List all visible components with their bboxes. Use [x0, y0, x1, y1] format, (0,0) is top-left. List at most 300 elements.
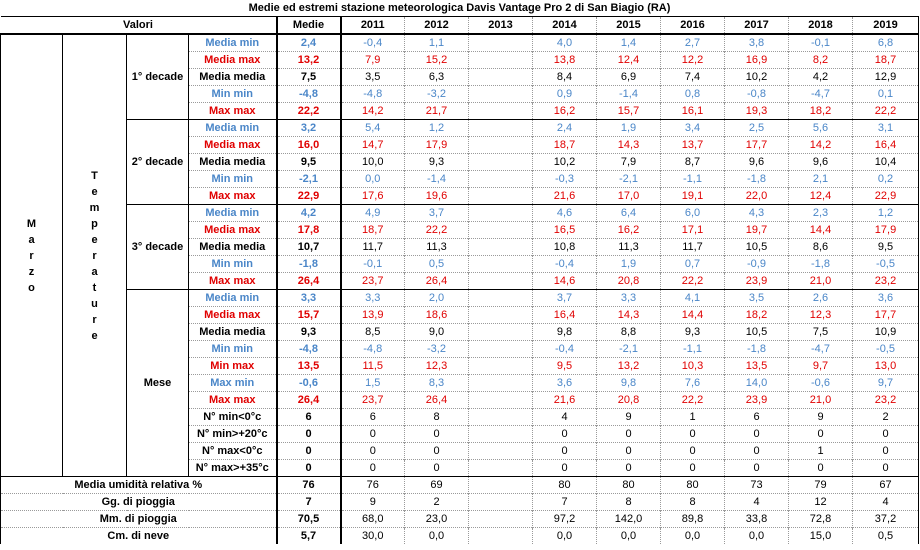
value-cell: 14,2: [341, 103, 405, 120]
value-cell: 0: [661, 426, 725, 443]
header-row: [1, 17, 919, 35]
value-cell: 12,4: [597, 52, 661, 69]
value-cell: 3,3: [341, 290, 405, 307]
value-cell: -0,5: [853, 341, 919, 358]
value-cell: 12,2: [661, 52, 725, 69]
value-cell: 0: [533, 443, 597, 460]
value-cell: 7,9: [341, 52, 405, 69]
value-cell: 16,1: [661, 103, 725, 120]
value-cell: 0,0: [597, 528, 661, 545]
value-cell: 6,3: [405, 69, 469, 86]
value-cell: -0,6: [789, 375, 853, 392]
value-cell: 21,0: [789, 273, 853, 290]
value-cell: 4,3: [725, 205, 789, 222]
value-cell: 3,8: [725, 34, 789, 52]
temperature-letter: r: [92, 249, 97, 262]
value-cell: [469, 188, 533, 205]
value-cell: 0: [405, 443, 469, 460]
value-cell: 14,4: [789, 222, 853, 239]
value-cell: 18,2: [725, 307, 789, 324]
value-cell: 2,1: [789, 171, 853, 188]
medie-cell: 16,0: [277, 137, 341, 154]
row-label: Media media: [189, 239, 277, 256]
value-cell: 26,4: [405, 273, 469, 290]
value-cell: -4,8: [341, 341, 405, 358]
value-cell: 2,0: [405, 290, 469, 307]
value-cell: 9,7: [853, 375, 919, 392]
value-cell: 18,7: [533, 137, 597, 154]
temperature-letter: e: [91, 329, 98, 342]
temperature-letter: a: [91, 265, 98, 278]
value-cell: 0: [789, 460, 853, 477]
value-cell: 69: [405, 477, 469, 494]
row-label: Max min: [189, 375, 277, 392]
row-label: Max max: [189, 103, 277, 120]
value-cell: 1: [661, 409, 725, 426]
value-cell: -0,4: [533, 341, 597, 358]
table-row: [1, 34, 919, 52]
table-row: [1, 511, 919, 528]
value-cell: 26,4: [405, 392, 469, 409]
value-cell: [469, 426, 533, 443]
value-cell: 10,5: [725, 324, 789, 341]
value-cell: 23,9: [725, 392, 789, 409]
value-cell: 11,3: [405, 239, 469, 256]
value-cell: -0,5: [853, 256, 919, 273]
value-cell: 19,1: [661, 188, 725, 205]
row-label: Max max: [189, 188, 277, 205]
value-cell: 10,0: [341, 154, 405, 171]
value-cell: 30,0: [341, 528, 405, 545]
value-cell: [469, 86, 533, 103]
value-cell: 142,0: [597, 511, 661, 528]
value-cell: 21,0: [789, 392, 853, 409]
value-cell: 18,2: [789, 103, 853, 120]
value-cell: 23,9: [725, 273, 789, 290]
value-cell: 2,7: [661, 34, 725, 52]
row-label: Media media: [189, 154, 277, 171]
value-cell: -4,8: [341, 86, 405, 103]
medie-cell: 17,8: [277, 222, 341, 239]
value-cell: 9,3: [405, 154, 469, 171]
month-label: [1, 34, 63, 477]
value-cell: 23,7: [341, 392, 405, 409]
row-label: Cm. di neve: [1, 528, 277, 545]
value-cell: 14,0: [725, 375, 789, 392]
medie-cell: 2,4: [277, 34, 341, 52]
temperature-letter: t: [92, 281, 97, 294]
temperature-letter: p: [91, 217, 98, 230]
row-label: Min min: [189, 341, 277, 358]
value-cell: 16,2: [597, 222, 661, 239]
value-cell: 20,8: [597, 392, 661, 409]
medie-cell: 70,5: [277, 511, 341, 528]
value-cell: 9,8: [597, 375, 661, 392]
value-cell: 10,5: [725, 239, 789, 256]
value-cell: 89,8: [661, 511, 725, 528]
row-label: Max max: [189, 273, 277, 290]
value-cell: 19,6: [405, 188, 469, 205]
medie-cell: 0: [277, 460, 341, 477]
value-cell: 17,9: [405, 137, 469, 154]
value-cell: 3,6: [853, 290, 919, 307]
value-cell: 14,3: [597, 307, 661, 324]
value-cell: 4,1: [661, 290, 725, 307]
value-cell: 2,6: [789, 290, 853, 307]
value-cell: 5,4: [341, 120, 405, 137]
value-cell: 1,2: [853, 205, 919, 222]
value-cell: 3,1: [853, 120, 919, 137]
value-cell: 8,5: [341, 324, 405, 341]
value-cell: [469, 205, 533, 222]
value-cell: 0,0: [533, 528, 597, 545]
value-cell: 7,5: [789, 324, 853, 341]
row-label: N° max>+35°c: [189, 460, 277, 477]
value-cell: 8,2: [789, 52, 853, 69]
value-cell: 7: [533, 494, 597, 511]
value-cell: 16,4: [853, 137, 919, 154]
value-cell: [469, 290, 533, 307]
temperature-letter: r: [92, 313, 97, 326]
value-cell: [469, 324, 533, 341]
value-cell: [469, 69, 533, 86]
value-cell: [469, 256, 533, 273]
medie-cell: 13,2: [277, 52, 341, 69]
header-year-2017: 2017: [725, 17, 789, 35]
header-year-2018: 2018: [789, 17, 853, 35]
value-cell: 13,5: [725, 358, 789, 375]
month-letter: a: [28, 233, 35, 246]
value-cell: 13,0: [853, 358, 919, 375]
table-row: [1, 120, 919, 137]
header-valori: Valori: [1, 17, 277, 35]
value-cell: 9,7: [789, 358, 853, 375]
value-cell: 21,6: [533, 392, 597, 409]
value-cell: [469, 341, 533, 358]
medie-cell: 10,7: [277, 239, 341, 256]
header-year-2011: 2011: [341, 17, 405, 35]
table-row: [1, 205, 919, 222]
value-cell: 9: [341, 494, 405, 511]
value-cell: 9,8: [533, 324, 597, 341]
value-cell: 8,6: [789, 239, 853, 256]
table-row: [1, 477, 919, 494]
value-cell: 22,2: [853, 103, 919, 120]
value-cell: [469, 528, 533, 545]
header-year-2016: 2016: [661, 17, 725, 35]
value-cell: -0,4: [533, 256, 597, 273]
header-year-2012: 2012: [405, 17, 469, 35]
value-cell: 16,4: [533, 307, 597, 324]
value-cell: 10,2: [533, 154, 597, 171]
value-cell: 33,8: [725, 511, 789, 528]
value-cell: [469, 171, 533, 188]
value-cell: 0,0: [661, 528, 725, 545]
value-cell: 0: [341, 426, 405, 443]
value-cell: 18,7: [853, 52, 919, 69]
header-year-2019: 2019: [853, 17, 919, 35]
medie-cell: 3,3: [277, 290, 341, 307]
medie-cell: 9,5: [277, 154, 341, 171]
value-cell: 0,8: [661, 86, 725, 103]
value-cell: 6,0: [661, 205, 725, 222]
value-cell: 1,1: [405, 34, 469, 52]
value-cell: [469, 511, 533, 528]
value-cell: 9,6: [725, 154, 789, 171]
value-cell: -1,8: [725, 341, 789, 358]
row-label: Media min: [189, 120, 277, 137]
value-cell: 8,4: [533, 69, 597, 86]
value-cell: -4,7: [789, 86, 853, 103]
value-cell: 13,7: [661, 137, 725, 154]
value-cell: -1,4: [597, 86, 661, 103]
temperature-letter: m: [89, 201, 100, 214]
value-cell: 0: [533, 460, 597, 477]
value-cell: 8,7: [661, 154, 725, 171]
value-cell: [469, 358, 533, 375]
value-cell: 0: [533, 426, 597, 443]
value-cell: 0,9: [533, 86, 597, 103]
value-cell: [469, 52, 533, 69]
row-label: Media max: [189, 307, 277, 324]
row-label: Media media: [189, 69, 277, 86]
value-cell: 12,4: [789, 188, 853, 205]
row-label: Media media: [189, 324, 277, 341]
medie-cell: 0: [277, 443, 341, 460]
value-cell: -1,1: [661, 341, 725, 358]
row-label: N° min<0°c: [189, 409, 277, 426]
row-label: Min min: [189, 171, 277, 188]
value-cell: 0,0: [405, 528, 469, 545]
value-cell: 80: [533, 477, 597, 494]
temperature-letter: u: [91, 297, 98, 310]
medie-cell: -0,6: [277, 375, 341, 392]
value-cell: 73: [725, 477, 789, 494]
value-cell: 10,8: [533, 239, 597, 256]
value-cell: 21,7: [405, 103, 469, 120]
medie-cell: 15,7: [277, 307, 341, 324]
row-label: N° max<0°c: [189, 443, 277, 460]
value-cell: 0,5: [405, 256, 469, 273]
value-cell: -0,4: [341, 34, 405, 52]
value-cell: 80: [597, 477, 661, 494]
value-cell: 17,7: [853, 307, 919, 324]
value-cell: 3,3: [597, 290, 661, 307]
value-cell: 9,5: [533, 358, 597, 375]
row-label: Media min: [189, 290, 277, 307]
value-cell: [469, 137, 533, 154]
value-cell: 11,3: [597, 239, 661, 256]
value-cell: 1,9: [597, 256, 661, 273]
value-cell: 8: [661, 494, 725, 511]
value-cell: [469, 375, 533, 392]
value-cell: 68,0: [341, 511, 405, 528]
value-cell: 72,8: [789, 511, 853, 528]
value-cell: 12,3: [405, 358, 469, 375]
row-label: N° min>+20°c: [189, 426, 277, 443]
value-cell: 16,9: [725, 52, 789, 69]
value-cell: 11,7: [661, 239, 725, 256]
value-cell: 16,5: [533, 222, 597, 239]
value-cell: 76: [341, 477, 405, 494]
header-medie: Medie: [277, 17, 341, 35]
value-cell: 0: [597, 460, 661, 477]
medie-cell: 3,2: [277, 120, 341, 137]
value-cell: 1: [789, 443, 853, 460]
value-cell: 12,9: [853, 69, 919, 86]
value-cell: 13,8: [533, 52, 597, 69]
value-cell: 18,6: [405, 307, 469, 324]
value-cell: 18,7: [341, 222, 405, 239]
value-cell: 67: [853, 477, 919, 494]
row-label: Media max: [189, 222, 277, 239]
value-cell: 22,9: [853, 188, 919, 205]
medie-cell: 0: [277, 426, 341, 443]
value-cell: 10,4: [853, 154, 919, 171]
table-row: [1, 494, 919, 511]
table-body: [1, 0, 919, 544]
value-cell: [469, 120, 533, 137]
value-cell: 0: [725, 426, 789, 443]
value-cell: 1,2: [405, 120, 469, 137]
medie-cell: 22,2: [277, 103, 341, 120]
value-cell: 2: [405, 494, 469, 511]
value-cell: [469, 239, 533, 256]
medie-cell: 7,5: [277, 69, 341, 86]
value-cell: 23,0: [405, 511, 469, 528]
value-cell: 7,6: [661, 375, 725, 392]
value-cell: 23,7: [341, 273, 405, 290]
medie-cell: -4,8: [277, 86, 341, 103]
value-cell: 0: [405, 426, 469, 443]
temperature-letter: e: [91, 233, 98, 246]
value-cell: 12,3: [789, 307, 853, 324]
value-cell: 5,6: [789, 120, 853, 137]
value-cell: 16,2: [533, 103, 597, 120]
value-cell: 10,2: [725, 69, 789, 86]
value-cell: [469, 307, 533, 324]
value-cell: [469, 34, 533, 52]
value-cell: -3,2: [405, 86, 469, 103]
value-cell: 23,2: [853, 273, 919, 290]
value-cell: 3,5: [725, 290, 789, 307]
value-cell: 9,3: [661, 324, 725, 341]
value-cell: 0: [853, 460, 919, 477]
value-cell: 0,7: [661, 256, 725, 273]
value-cell: 0: [341, 443, 405, 460]
value-cell: 0: [725, 460, 789, 477]
value-cell: 0: [597, 443, 661, 460]
period-label: Mese: [127, 290, 189, 477]
medie-cell: -2,1: [277, 171, 341, 188]
value-cell: 1,4: [597, 34, 661, 52]
temperature-letter: T: [91, 169, 98, 182]
value-cell: 0: [661, 443, 725, 460]
value-cell: 12: [789, 494, 853, 511]
value-cell: [469, 477, 533, 494]
header-year-2013: 2013: [469, 17, 533, 35]
row-label: Min min: [189, 256, 277, 273]
value-cell: 13,2: [597, 358, 661, 375]
value-cell: 17,7: [725, 137, 789, 154]
temperature-letter: e: [91, 185, 98, 198]
medie-cell: 26,4: [277, 273, 341, 290]
value-cell: [469, 392, 533, 409]
value-cell: -2,1: [597, 341, 661, 358]
value-cell: 0: [853, 426, 919, 443]
value-cell: 8,8: [597, 324, 661, 341]
medie-cell: 22,9: [277, 188, 341, 205]
value-cell: 15,0: [789, 528, 853, 545]
medie-cell: 76: [277, 477, 341, 494]
value-cell: 0: [661, 460, 725, 477]
value-cell: 9: [789, 409, 853, 426]
value-cell: -0,8: [725, 86, 789, 103]
value-cell: 0: [789, 426, 853, 443]
value-cell: 15,2: [405, 52, 469, 69]
value-cell: 2,5: [725, 120, 789, 137]
table-row: [1, 528, 919, 545]
value-cell: 11,7: [341, 239, 405, 256]
value-cell: -0,9: [725, 256, 789, 273]
row-label: Media umidità relativa %: [1, 477, 277, 494]
value-cell: 17,0: [597, 188, 661, 205]
value-cell: 22,2: [405, 222, 469, 239]
value-cell: 14,4: [661, 307, 725, 324]
medie-cell: -1,8: [277, 256, 341, 273]
value-cell: [469, 409, 533, 426]
value-cell: 17,9: [853, 222, 919, 239]
medie-cell: 6: [277, 409, 341, 426]
medie-cell: 7: [277, 494, 341, 511]
value-cell: 10,3: [661, 358, 725, 375]
value-cell: 14,6: [533, 273, 597, 290]
value-cell: 6: [341, 409, 405, 426]
value-cell: 6: [725, 409, 789, 426]
value-cell: 0: [853, 443, 919, 460]
row-label: Gg. di pioggia: [1, 494, 277, 511]
value-cell: 4,9: [341, 205, 405, 222]
value-cell: 2: [853, 409, 919, 426]
value-cell: 8: [597, 494, 661, 511]
value-cell: 8,3: [405, 375, 469, 392]
month-letter: o: [28, 281, 35, 294]
row-label: Mm. di pioggia: [1, 511, 277, 528]
value-cell: 0: [725, 443, 789, 460]
value-cell: 22,0: [725, 188, 789, 205]
page-title: Medie ed estremi stazione meteorologica Davis Vantage Pro 2 di San Biagio (RA): [1, 0, 919, 17]
value-cell: -0,1: [789, 34, 853, 52]
row-label: Min max: [189, 358, 277, 375]
value-cell: 0,1: [853, 86, 919, 103]
value-cell: 14,7: [341, 137, 405, 154]
value-cell: 22,2: [661, 392, 725, 409]
value-cell: 37,2: [853, 511, 919, 528]
value-cell: -1,8: [789, 256, 853, 273]
month-letter: r: [29, 249, 34, 262]
value-cell: 14,3: [597, 137, 661, 154]
medie-cell: 5,7: [277, 528, 341, 545]
value-cell: 6,9: [597, 69, 661, 86]
value-cell: -0,3: [533, 171, 597, 188]
value-cell: 0,2: [853, 171, 919, 188]
value-cell: 9,6: [789, 154, 853, 171]
medie-cell: -4,8: [277, 341, 341, 358]
row-label: Media min: [189, 205, 277, 222]
value-cell: -1,4: [405, 171, 469, 188]
value-cell: 0,0: [341, 171, 405, 188]
value-cell: 9,0: [405, 324, 469, 341]
